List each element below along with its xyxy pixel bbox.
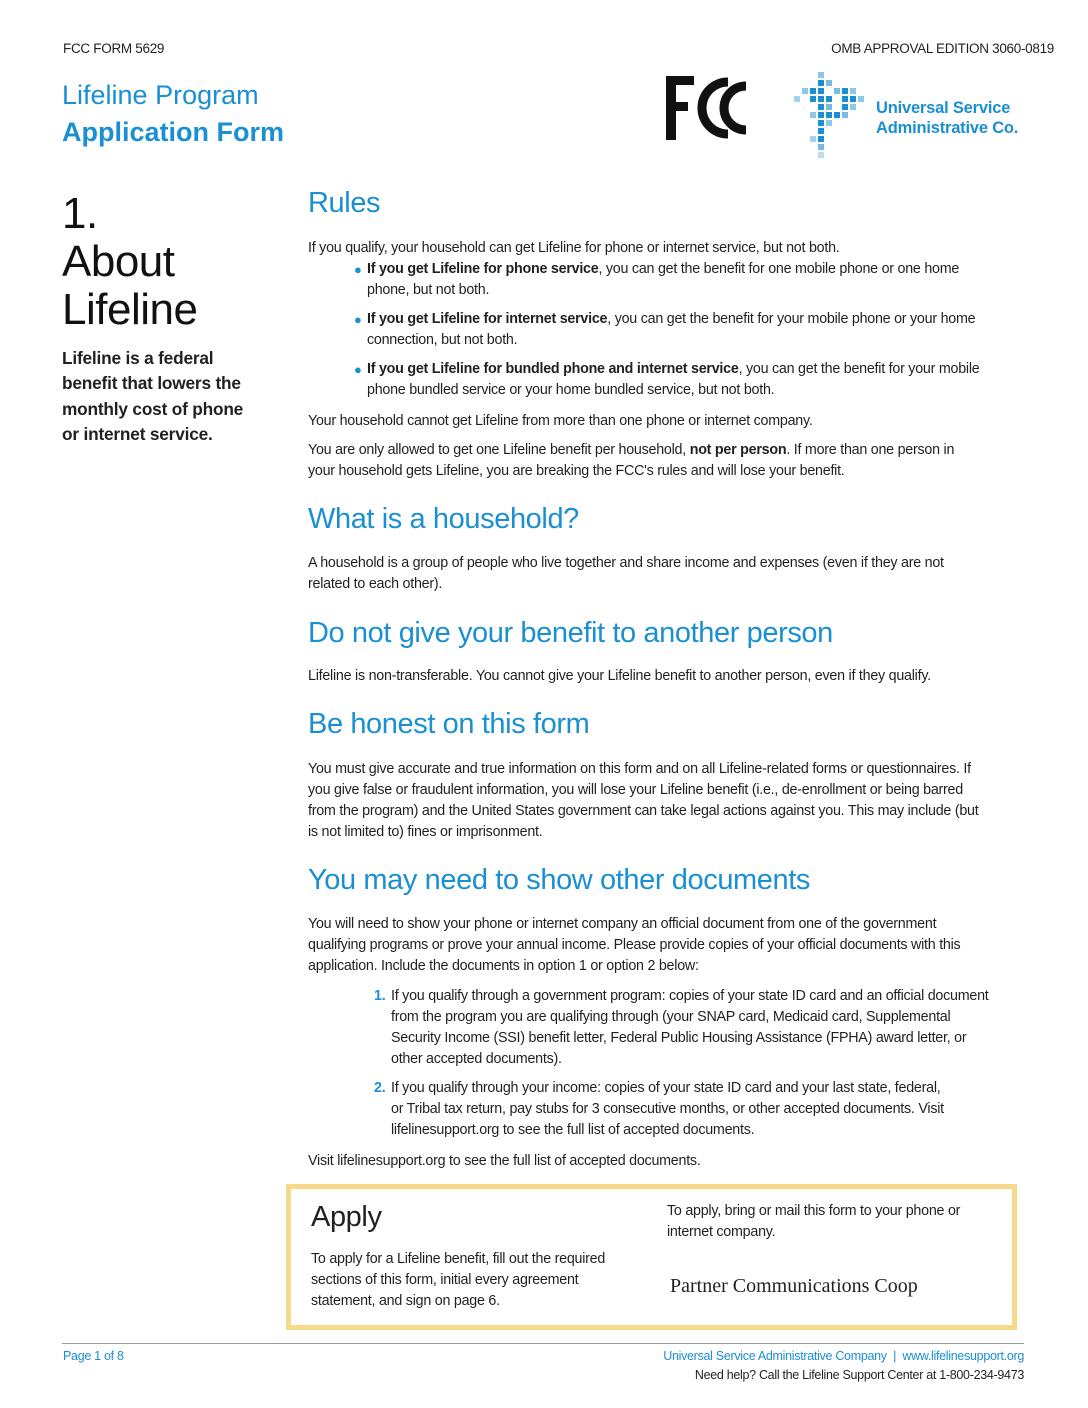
- rules-bullet: [354, 259, 1044, 301]
- documents-intro-line: You will need to show your phone or internet company an official document from one of the government: [308, 916, 937, 932]
- household-text: [308, 553, 1038, 595]
- rules-bullet: [354, 359, 1044, 401]
- rules-bullets: [354, 259, 1044, 401]
- documents-intro-line: qualifying programs or prove your annual income. Please provide copies of your official documents with this: [308, 937, 961, 953]
- bullet-text-cont: phone, but not both.: [367, 282, 490, 298]
- usac-logo-mark: [794, 70, 869, 160]
- rules-para-2-line2: your household gets Lifeline, you are breaking the FCC's rules and will lose your benefit.: [308, 463, 845, 479]
- option-number: 1.: [374, 988, 386, 1004]
- omb-approval: OMB APPROVAL EDITION 3060-0819: [831, 41, 1054, 56]
- bullet-text-cont: phone bundled service or your home bundled service, but not both.: [367, 382, 775, 398]
- documents-option: [374, 1078, 1044, 1141]
- honest-line: you give false or fraudulent information, you will lose your Lifeline benefit (i.e., de-enrollment or being barred: [308, 782, 963, 798]
- documents-intro-line: application. Include the documents in option 1 or option 2 below:: [308, 958, 699, 974]
- footer-org: Universal Service Administrative Company | www.lifelinesupport.org: [663, 1349, 1024, 1363]
- option-line: or Tribal tax return, pay stubs for 3 consecutive months, or other accepted documents. Visit: [391, 1101, 944, 1117]
- fcc-logo: [664, 72, 754, 144]
- rules-bullet: [354, 309, 1044, 351]
- section-title-line-1: About: [62, 237, 175, 286]
- usac-logo-text: [876, 98, 1018, 138]
- option-line: from the program you are qualifying through (your SNAP card, Medicaid card, Supplemental: [391, 1009, 951, 1025]
- summary-line: benefit that lowers the: [62, 373, 241, 394]
- footer-help: Need help? Call the Lifeline Support Center at 1-800-234-9473: [694, 1368, 1024, 1382]
- documents-closing: Visit lifelinesupport.org to see the full list of accepted documents.: [308, 1153, 701, 1169]
- summary-line: monthly cost of phone: [62, 398, 244, 419]
- bullet-text-cont: connection, but not both.: [367, 332, 518, 348]
- apply-box: [286, 1184, 1017, 1330]
- bullet-icon: ●: [354, 312, 362, 327]
- summary-line: Lifeline is a federal: [62, 348, 214, 368]
- honest-line: You must give accurate and true information on this form and on all Lifeline-related forms or questionnaires. If: [308, 761, 971, 777]
- bullet-icon: ●: [354, 362, 362, 377]
- honest-line: is not limited to) fines or imprisonment.: [308, 824, 543, 840]
- rules-heading: Rules: [308, 187, 381, 219]
- transfer-text: Lifeline is non-transferable. You cannot give your Lifeline benefit to another person, even if they qualify.: [308, 668, 931, 684]
- form-number: FCC FORM 5629: [63, 41, 165, 56]
- apply-instructions: [311, 1249, 651, 1312]
- rules-para-1: Your household cannot get Lifeline from more than one phone or internet company.: [308, 413, 813, 429]
- bullet-text: , you can get the benefit for your mobile phone or your home: [607, 311, 976, 327]
- option-number: 2.: [374, 1080, 386, 1096]
- bullet-bold: If you get Lifeline for internet service: [367, 311, 608, 327]
- apply-heading: Apply: [311, 1201, 382, 1233]
- section-title-line-2: Lifeline: [62, 285, 198, 334]
- usac-line-2: Administrative Co.: [876, 119, 1019, 137]
- form-title: Application Form: [62, 117, 284, 147]
- option-line: If you qualify through your income: copies of your state ID card and your last state, federal,: [391, 1080, 941, 1096]
- program-title: Lifeline Program: [62, 80, 259, 110]
- apply-line: sections of this form, initial every agreement: [311, 1272, 579, 1288]
- option-line: If you qualify through a government program: copies of your state ID card and an official document: [391, 988, 989, 1004]
- household-heading: What is a household?: [308, 503, 579, 535]
- option-line: Security Income (SSI) benefit letter, Federal Public Housing Assistance (FPHA) award letter, or: [391, 1030, 967, 1046]
- company-name: Partner Communications Coop: [670, 1275, 918, 1297]
- honest-text: [308, 759, 1048, 843]
- household-line: related to each other).: [308, 576, 443, 592]
- section-number: 1.: [62, 189, 98, 238]
- rules-para-2: [308, 440, 1038, 482]
- bullet-bold: If you get Lifeline for bundled phone and internet service: [367, 361, 739, 377]
- footer-divider: [62, 1343, 1024, 1344]
- summary-line: or internet service.: [62, 423, 213, 444]
- rules-para-2-a: You are only allowed to get one Lifeline benefit per household,: [308, 442, 686, 458]
- option-line: lifelinesupport.org to see the full list of accepted documents.: [391, 1122, 755, 1138]
- option-line: other accepted documents).: [391, 1051, 562, 1067]
- documents-heading: You may need to show other documents: [308, 864, 811, 896]
- bullet-text: , you can get the benefit for your mobile: [738, 361, 980, 377]
- usac-line-1: Universal Service: [876, 99, 1011, 117]
- apply-mail-line: internet company.: [667, 1224, 776, 1240]
- transfer-heading: Do not give your benefit to another person: [308, 617, 833, 649]
- apply-line: statement, and sign on page 6.: [311, 1293, 500, 1309]
- rules-para-2-b: . If more than one person in: [786, 442, 955, 458]
- documents-options: [374, 986, 1044, 1141]
- honest-line: from the program) and the United States government can take legal actions against you. This may include (but: [308, 803, 979, 819]
- apply-line: To apply for a Lifeline benefit, fill out the required: [311, 1251, 606, 1267]
- apply-mail-instructions: [667, 1201, 1007, 1243]
- bullet-bold: If you get Lifeline for phone service: [367, 261, 599, 277]
- household-line: A household is a group of people who live together and share income and expenses (even if they are not: [308, 555, 944, 571]
- rules-intro: If you qualify, your household can get Lifeline for phone or internet service, but not both.: [308, 240, 840, 256]
- rules-para-2-bold: not per person: [689, 442, 787, 458]
- honest-heading: Be honest on this form: [308, 708, 590, 740]
- page-number: Page 1 of 8: [63, 1349, 124, 1363]
- documents-intro: [308, 914, 1048, 977]
- bullet-icon: ●: [354, 262, 362, 277]
- documents-option: [374, 986, 1044, 1070]
- bullet-text: , you can get the benefit for one mobile phone or one home: [598, 261, 960, 277]
- apply-mail-line: To apply, bring or mail this form to your phone or: [667, 1203, 961, 1219]
- section-summary: [62, 346, 292, 447]
